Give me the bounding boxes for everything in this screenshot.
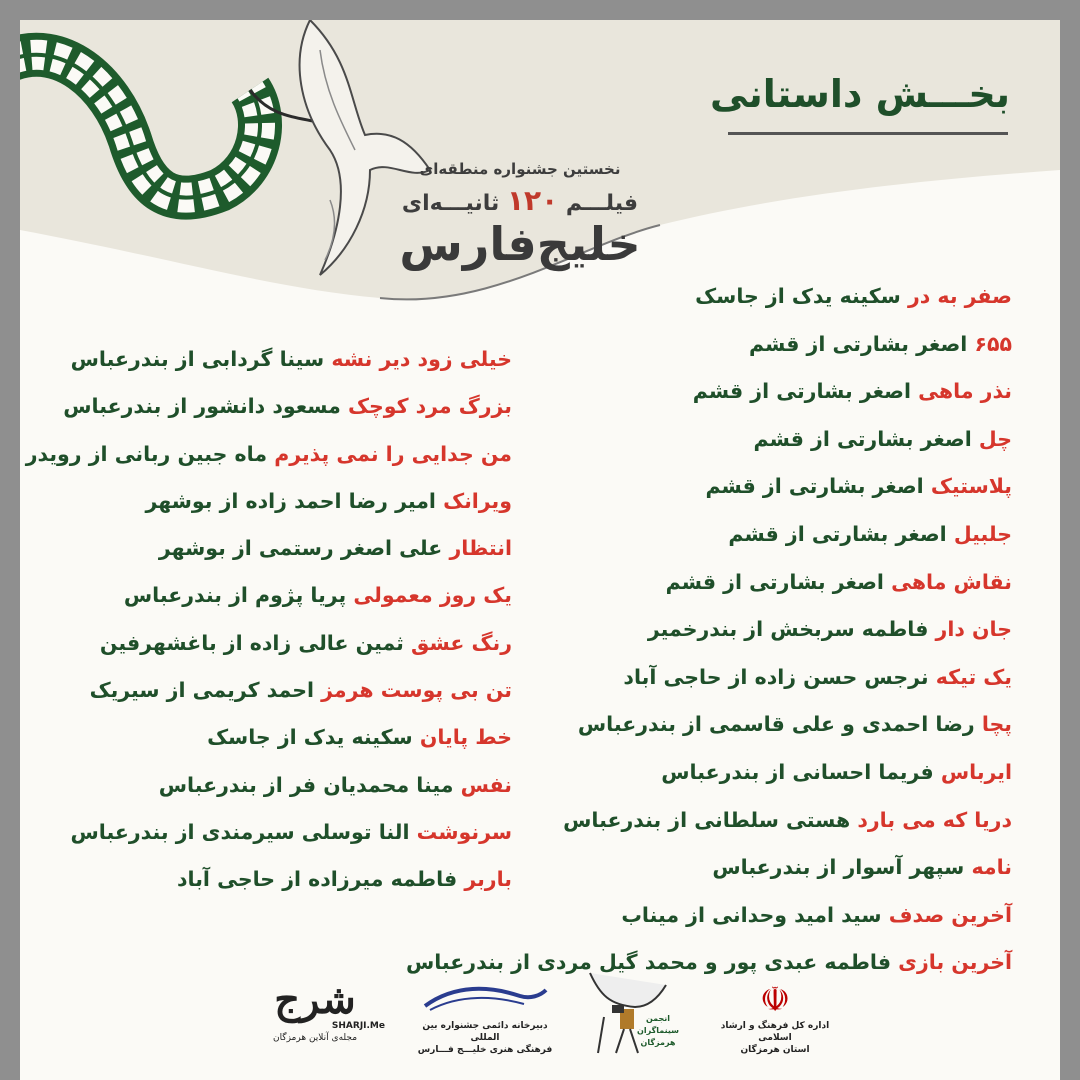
filmmaker: سینا گردابی از بندرعباس	[70, 347, 325, 371]
filmmaker: مینا محمدیان فر از بندرعباس	[158, 772, 454, 797]
filmmaker: فاطمه میرزاده از حاجی آباد	[177, 867, 458, 892]
film-title: نقاش ماهی	[891, 569, 1012, 594]
film-entry	[26, 632, 512, 679]
filmmaker: اصغر بشارتی از قشم	[753, 426, 972, 451]
festival-format	[365, 184, 675, 217]
poster	[20, 20, 1060, 1080]
festival-format-post: ثانیـــه‌ای	[401, 191, 500, 216]
film-title: یک تیکه	[935, 664, 1012, 689]
filmmaker: اصغر بشارتی از قشم	[692, 379, 912, 404]
iran-emblem-icon: ☫	[759, 980, 791, 1020]
film-title: پلاستیک	[930, 474, 1012, 499]
filmmaker: ماه جبین ربانی از رویدر	[25, 441, 268, 466]
filmmaker: فاطمه عبدی پور و محمد گیل مردی از بندرعباس	[405, 950, 892, 975]
film-title: خط پایان	[419, 725, 512, 750]
film-title: نفس	[460, 772, 512, 797]
film-title: ایرباس	[940, 759, 1012, 784]
film-title: بزرگ مرد کوچک	[347, 394, 512, 419]
festival-house-caption-2: فرهنگی هنری خلیـــج فـــارس	[417, 1045, 553, 1055]
filmmaker: سپهر آسوار از بندرعباس	[712, 855, 965, 880]
festival-name: خلیج‌فارس	[399, 217, 641, 271]
film-title: چل	[978, 426, 1012, 451]
film-entry	[26, 348, 512, 395]
sharj-logo-mark: ﺷﺮﺝ	[274, 976, 356, 1023]
film-entry	[26, 868, 512, 915]
film-entry	[406, 285, 1012, 333]
filmmaker: نرجس حسن زاده از حاجی آباد	[623, 664, 929, 689]
filmmaker: احمد کریمی از سیریک	[89, 678, 315, 703]
sharj-site: SHARJI.Me	[331, 1021, 385, 1031]
film-title: باربر	[464, 867, 512, 892]
film-entry	[26, 537, 512, 584]
film-entry	[26, 584, 512, 631]
film-entry	[26, 821, 512, 868]
title-underline	[728, 132, 1008, 135]
festival-title-block	[365, 160, 675, 271]
film-title: رنگ عشق	[411, 630, 512, 655]
film-title: جلبیل	[953, 521, 1012, 546]
film-title: یک روز معمولی	[353, 583, 512, 608]
film-title: آخرین بازی	[898, 950, 1012, 975]
film-entry	[26, 395, 512, 442]
film-title: جان دار	[935, 617, 1012, 642]
side-strip-left	[0, 925, 20, 1080]
wave-logo-icon	[420, 980, 550, 1016]
filmmaker: هستی سلطانی از بندرعباس	[563, 807, 851, 832]
film-title: تن بی پوست هرمز	[321, 678, 512, 703]
film-title: ۶۵۵	[974, 331, 1012, 356]
filmmaker: مسعود دانشور از بندرعباس	[63, 394, 341, 419]
festival-format-pre: فیلـــم	[565, 191, 639, 216]
film-title: خیلی زود دیر نشه	[331, 347, 512, 371]
film-list-left	[26, 348, 512, 916]
sharj-logo	[245, 976, 385, 1044]
sponsor-logos	[20, 976, 1060, 1080]
filmmaker: اصغر بشارتی از قشم	[665, 569, 884, 594]
filmmaker: علی اصغر رستمی از بوشهر	[158, 536, 443, 561]
ministry-logo	[710, 980, 840, 1056]
film-title: من جدایی را نمی پذیرم	[274, 441, 512, 466]
filmmaker: ثمین عالی زاده از باغشهرفین	[99, 630, 404, 655]
film-title: پچا	[981, 712, 1012, 737]
filmmaker: اصغر بشارتی از قشم	[705, 474, 924, 499]
film-entry	[26, 679, 512, 726]
filmmaker: رضا احمدی و علی قاسمی از بندرعباس	[577, 712, 975, 737]
film-title: دریا که می بارد	[857, 807, 1012, 832]
filmmaker: سکینه یدک از جاسک	[695, 284, 901, 308]
festival-duration: ۱۲۰	[506, 184, 559, 217]
filmmaker: سید امید وحدانی از میناب	[621, 902, 882, 927]
ministry-caption-1: اداره کل فرهنگ و ارشاد اسلامی	[720, 1021, 830, 1043]
filmmaker: فاطمه سربخش از بندرخمیر	[647, 617, 929, 642]
cinema-association-logo	[575, 965, 685, 1060]
film-entry	[26, 774, 512, 821]
film-title: سرنوشت	[416, 819, 512, 844]
film-entry	[26, 490, 512, 537]
filmmaker: فریما احسانی از بندرعباس	[661, 759, 934, 784]
filmmaker: پریا پژوم از بندرعباس	[123, 583, 347, 608]
section-title: بخـــش داستانی	[710, 72, 1010, 116]
festival-subtitle: نخستین جشنواره منطقه‌ای	[419, 160, 621, 178]
festival-house-caption-1: دبیرخانه دائمی جشنواره بین المللی	[422, 1021, 548, 1043]
filmmaker: اصغر بشارتی از قشم	[749, 331, 968, 356]
film-title: آخرین صدف	[888, 902, 1012, 927]
filmmaker: امیر رضا احمد زاده از بوشهر	[145, 488, 436, 513]
cinema-association-name: انجمن سینماگران هرمزگان	[637, 1014, 679, 1047]
side-strip-right	[1060, 925, 1080, 1080]
film-entry	[26, 443, 512, 490]
film-entry	[26, 726, 512, 773]
ministry-caption-2: استان هرمزگان	[740, 1045, 810, 1055]
filmmaker: سکینه یدک از جاسک	[207, 725, 413, 750]
filmmaker: اصغر بشارتی از قشم	[728, 521, 947, 546]
sharj-caption: مجله‌ی آنلاین هرمزگان	[272, 1033, 358, 1043]
film-title: نذر ماهی	[918, 379, 1012, 404]
film-title: انتظار	[449, 536, 512, 561]
film-title: ویرانک	[443, 488, 512, 513]
festival-house-logo	[415, 980, 555, 1056]
filmmaker: النا توسلی سیرمندی از بندرعباس	[70, 819, 410, 844]
film-title: صفر به در	[907, 284, 1012, 308]
film-title: نامه	[971, 855, 1012, 880]
